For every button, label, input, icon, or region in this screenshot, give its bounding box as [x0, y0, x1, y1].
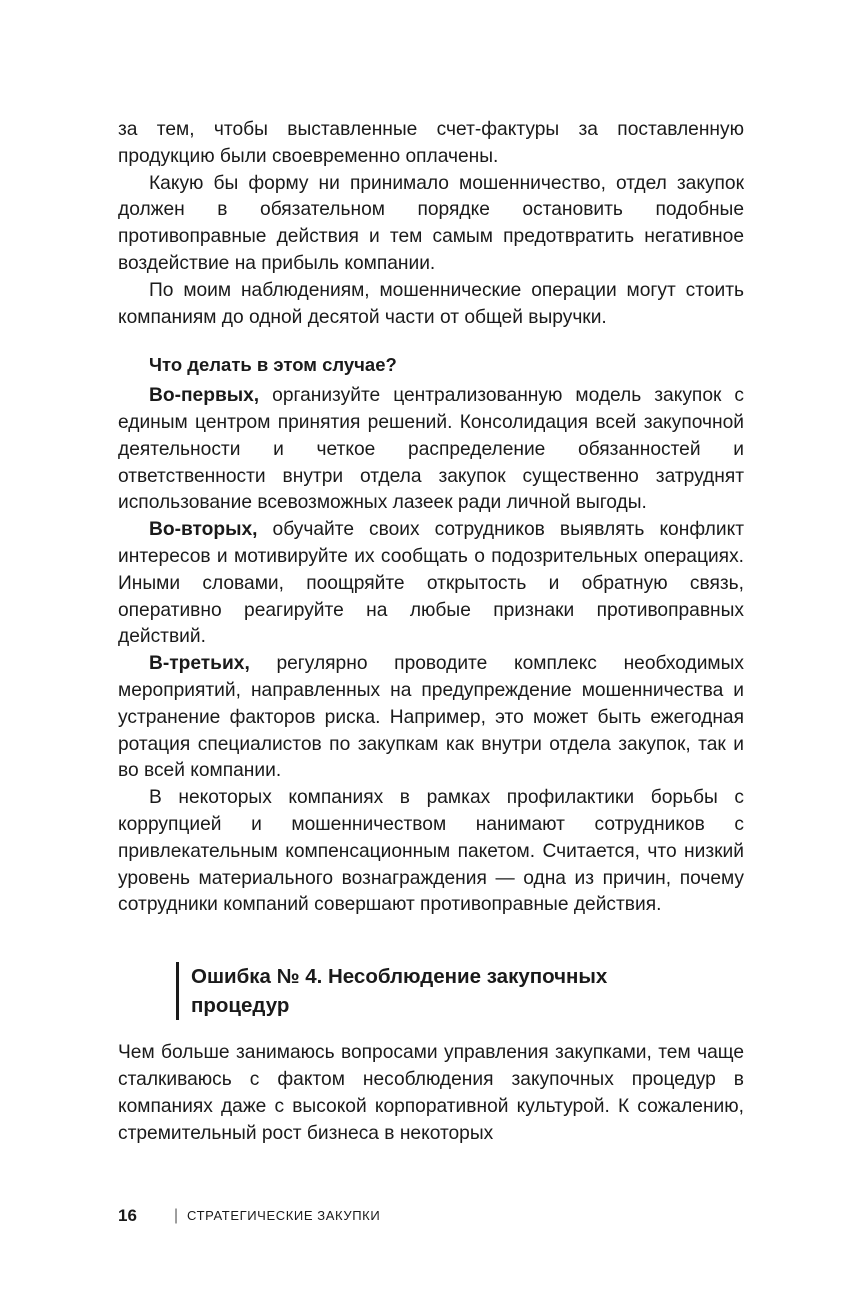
- footer-separator: |: [174, 1207, 179, 1224]
- point-third-lead: В-третьих,: [149, 653, 250, 675]
- running-title: СТРАТЕГИЧЕСКИЕ ЗАКУПКИ: [187, 1208, 381, 1223]
- point-second-lead: Во-вторых,: [149, 519, 258, 541]
- point-third: [118, 651, 744, 785]
- page-footer: [118, 1206, 380, 1226]
- paragraph-continuation: за тем, чтобы выставленные счет-фактуры за поставленную продукцию были своевременно оплачены.: [118, 119, 744, 167]
- point-second: [118, 517, 744, 651]
- point-third-text: регулярно проводите комплекс необходимых мероприятий, направленных на предупреждение мошенничества и устранение факторов риска. Например, это может быть ежегодная ротация специалистов по закупкам как внутри отдела закупок, так и во всей компании.: [118, 653, 744, 782]
- point-first: [118, 383, 744, 517]
- section-heading: Ошибка № 4. Несоблюдение закупочных процедур: [176, 962, 691, 1020]
- paragraph-observations: По моим наблюдениям, мошеннические операции могут стоить компаниям до одной десятой части от общей выручки.: [118, 279, 744, 328]
- page-number: 16: [118, 1206, 137, 1225]
- point-second-text: обучайте своих сотрудников выявлять конфликт интересов и мотивируйте их сообщать о подозрительных операциях. Иными словами, поощряйте открытость и обратную связь, оперативно реагируйте на любые признаки противоправных действий.: [118, 519, 744, 648]
- point-first-text: организуйте централизованную модель закупок с единым центром принятия решений. Консолидация всей закупочной деятельности и четкое распределение обязанностей и ответственности внутри отдела закупок существенно затруднят использование всевозможных лазеек ради личной выгоды.: [118, 385, 744, 514]
- question-heading: Что делать в этом случае?: [149, 354, 397, 376]
- point-first-lead: Во-первых,: [149, 385, 260, 407]
- paragraph-closing: В некоторых компаниях в рамках профилактики борьбы с коррупцией и мошенничеством нанимают сотрудников с привлекательным компенсационным пакетом. Считается, что низкий уровень материального вознаграждения — одна из причин, почему сотрудники компаний совершают противоправные действия.: [118, 787, 744, 916]
- paragraph-fraud-forms: Какую бы форму ни принимало мошенничество, отдел закупок должен в обязательном порядке остановить подобные противоправные действия и тем самым предотвратить негативное воздействие на прибыль компании.: [118, 172, 744, 274]
- page-body: [118, 117, 744, 1147]
- paragraph-after-heading: Чем больше занимаюсь вопросами управления закупками, тем чаще сталкиваюсь с фактом несоблюдения закупочных процедур в компаниях даже с высокой корпоративной культурой. К сожалению, стремительный рост бизнеса в некоторых: [118, 1042, 744, 1144]
